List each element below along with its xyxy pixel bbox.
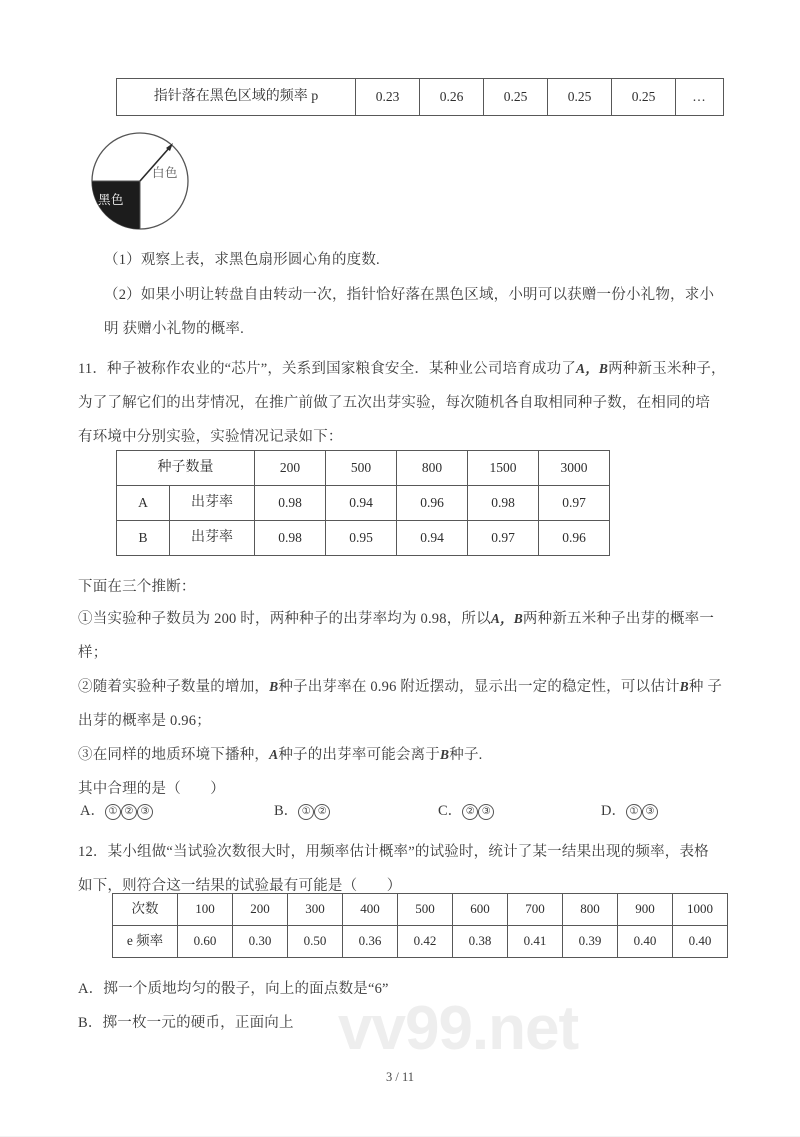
trial-count-cell: 1000 [673, 894, 728, 926]
trial-freq-cell: 0.39 [563, 926, 618, 958]
trials-freq-label: e 频率 [113, 926, 178, 958]
trial-freq-cell: 0.38 [453, 926, 508, 958]
q11-choice-b[interactable] [274, 800, 330, 822]
q11-infer1-seed-names: A，B [490, 611, 523, 626]
table-row [117, 451, 610, 486]
circled-1-icon: ① [298, 804, 314, 820]
circled-3-icon: ③ [642, 804, 658, 820]
q10-sub-question-2 [104, 278, 724, 346]
q12-option-b[interactable]: B．掷一枚一元的硬币，正面向上 [78, 1015, 294, 1031]
trial-count-cell: 900 [618, 894, 673, 926]
table-row [113, 894, 728, 926]
seed-rate-cell: 0.98 [255, 521, 326, 556]
circled-2-icon: ② [121, 804, 137, 820]
trial-count-cell: 800 [563, 894, 618, 926]
q11-infer1-b: 两种新五米种子出芽的概率一 [522, 611, 715, 627]
circled-2-icon: ② [314, 804, 330, 820]
spinner-white-label: 白色 [152, 166, 179, 180]
q11-inference-1 [78, 602, 726, 670]
q11-choice-b-letter: B． [274, 803, 299, 819]
table-row [117, 79, 724, 116]
q11-stem-line3: 有环境中分别实验，实验情况记录如下： [78, 429, 343, 445]
trials-row-label: 次数 [113, 894, 178, 926]
circled-1-icon: ① [105, 804, 121, 820]
trial-count-cell: 200 [233, 894, 288, 926]
seed-row-name: B [117, 521, 170, 556]
freq-value-cell: 0.25 [484, 79, 548, 116]
q11-question-prompt: 其中合理的是（ ） [78, 781, 225, 797]
q12-option-a[interactable]: A．掷一个质地均匀的骰子，向上的面点数是“6” [78, 981, 389, 997]
circled-3-icon: ③ [137, 804, 153, 820]
q11-infer3-a: ③在同样的地质环境下播种， [78, 747, 270, 763]
circled-2-icon: ② [462, 804, 478, 820]
q11-choice-d-letter: D． [601, 803, 626, 819]
seed-rate-cell: 0.97 [539, 486, 610, 521]
seed-germination-table [116, 450, 610, 556]
q11-choice-a[interactable] [80, 800, 153, 822]
q11-infer1-line2: 样； [78, 645, 108, 661]
seed-rate-cell: 0.98 [468, 486, 539, 521]
q11-inference-3 [78, 738, 726, 772]
q11-choice-a-letter: A． [80, 803, 105, 819]
trial-count-cell: 400 [343, 894, 398, 926]
table-row [117, 521, 610, 556]
q11-stem-line2: 为了了解它们的出芽情况，在推广前做了五次出芽实验，每次随机各自取相同种子数，在相同的培 [78, 395, 711, 411]
freq-value-cell: 0.25 [548, 79, 612, 116]
page-number-footer: 3 / 11 [385, 1070, 414, 1084]
trial-count-cell: 300 [288, 894, 343, 926]
q11-choice-c[interactable] [438, 800, 494, 822]
spinner-frequency-table [116, 78, 724, 116]
seed-rate-cell: 0.96 [397, 486, 468, 521]
q11-infer2-b: 种子出芽率在 0.96 附近摆动，显示出一定的稳定性，可以估计 [278, 679, 680, 695]
seed-count-cell: 1500 [468, 451, 539, 486]
q11-infer3-seed-a: A [269, 747, 279, 762]
q11-infer3-c: 种子. [449, 747, 483, 763]
trial-freq-cell: 0.30 [233, 926, 288, 958]
q10-sub-question-1: （1）观察上表，求黑色扇形圆心角的度数. [104, 252, 380, 268]
q11-infer2-c: 种 [688, 679, 704, 695]
freq-ellipsis-cell: … [676, 79, 724, 116]
trial-count-cell: 600 [453, 894, 508, 926]
circled-3-icon: ③ [478, 804, 494, 820]
seed-rate-cell: 0.98 [255, 486, 326, 521]
q11-infer2-seed-b2: B [679, 679, 689, 694]
seed-rate-cell: 0.94 [326, 486, 397, 521]
seed-count-cell: 200 [255, 451, 326, 486]
seed-table-header-label: 种子数量 [117, 451, 255, 486]
q11-stem [78, 352, 726, 454]
q11-stem-seed-names: A，B [576, 361, 609, 376]
page-watermark: vv99.net [338, 994, 579, 1063]
q11-choice-c-letter: C． [438, 803, 463, 819]
trial-freq-cell: 0.36 [343, 926, 398, 958]
trial-freq-cell: 0.41 [508, 926, 563, 958]
seed-rate-cell: 0.95 [326, 521, 397, 556]
spinner-black-label: 黑色 [98, 193, 125, 207]
freq-row-label: 指针落在黑色区域的频率 p [117, 79, 356, 116]
trial-freq-cell: 0.40 [618, 926, 673, 958]
freq-value-cell: 0.23 [356, 79, 420, 116]
q11-infer2-a: ②随着实验种子数量的增加， [78, 679, 270, 695]
trial-freq-cell: 0.50 [288, 926, 343, 958]
q11-stem-line1a: 11．种子被称作农业的“芯片”，关系到国家粮食安全．某种业公司培育成功了 [78, 361, 577, 377]
q10-sub2-line1: （2）如果小明让转盘自由转动一次，指针恰好落在黑色区域，小明可以获赠一份小礼物，求小明 [104, 287, 715, 337]
seed-count-cell: 500 [326, 451, 397, 486]
seed-rate-cell: 0.97 [468, 521, 539, 556]
trial-count-cell: 700 [508, 894, 563, 926]
circled-1-icon: ① [626, 804, 642, 820]
q12-stem-line1: 12．某小组做“当试验次数很大时，用频率估计概率”的试验时，统计了某一结果出现的频率，表格 [78, 844, 709, 860]
trial-frequency-table [112, 893, 728, 958]
trial-freq-cell: 0.40 [673, 926, 728, 958]
trial-freq-cell: 0.60 [178, 926, 233, 958]
q12-stem-line2: 如下，则符合这一结果的试验最有可能是（ ） [78, 878, 402, 894]
q11-infer3-seed-b: B [440, 747, 450, 762]
trial-count-cell: 500 [398, 894, 453, 926]
table-row [117, 486, 610, 521]
q11-inference-2 [78, 670, 726, 738]
q11-stem-line1b: 两种新玉米种子， [608, 361, 726, 377]
q11-infer1-a: ①当实验种子数员为 200 时，两种种子的出芽率均为 0.98，所以 [78, 611, 491, 627]
seed-rate-cell: 0.96 [539, 521, 610, 556]
trial-freq-cell: 0.42 [398, 926, 453, 958]
q11-inference-heading: 下面在三个推断： [78, 579, 196, 595]
q10-sub2-line2: 获赠小礼物的概率. [122, 321, 244, 337]
seed-row-metric: 出芽率 [170, 486, 255, 521]
trial-count-cell: 100 [178, 894, 233, 926]
q11-choice-d[interactable] [601, 800, 658, 822]
seed-row-name: A [117, 486, 170, 521]
table-row [113, 926, 728, 958]
seed-row-metric: 出芽率 [170, 521, 255, 556]
q11-infer2-seed-b1: B [269, 679, 279, 694]
seed-count-cell: 800 [397, 451, 468, 486]
freq-value-cell: 0.26 [420, 79, 484, 116]
q11-infer3-b: 种子的出芽率可能会离于 [278, 747, 441, 763]
seed-count-cell: 3000 [539, 451, 610, 486]
q11-infer2-line2: 子出芽的概率是 0.96； [78, 679, 723, 729]
seed-rate-cell: 0.94 [397, 521, 468, 556]
spinner-diagram [88, 130, 192, 232]
freq-value-cell: 0.25 [612, 79, 676, 116]
